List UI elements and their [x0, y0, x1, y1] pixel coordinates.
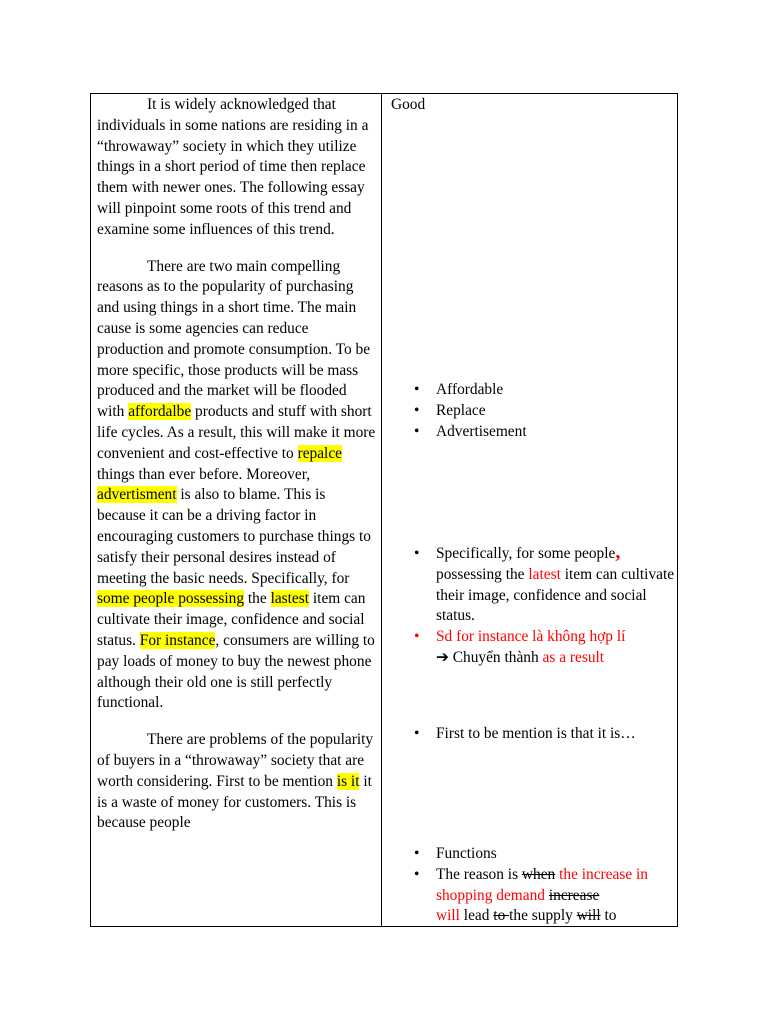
suggestion-line — [391, 648, 676, 669]
essay-text: There are two main compelling reasons as to the popularity of purchasing and using things in a short time. The main cause is some agencies can reduce production and promote consumption. To be more specific, those products will be mass produced and the market will be flooded with — [97, 257, 371, 421]
comment-first-mention — [391, 724, 676, 745]
struck-word: to — [493, 907, 510, 925]
list-item — [391, 422, 676, 443]
essay-intro-paragraph: It is widely acknowledged that individuals in some nations are residing in a “throwaway” society in which they utilize things in a short period of time then replace them with newer ones. The following essay will pinpoint some roots of this trend and examine some influences of this trend. — [97, 96, 369, 238]
struck-word: when — [521, 865, 556, 883]
bullet-icon: • — [414, 381, 420, 398]
list-item-text: the supply — [509, 907, 577, 925]
bullet-icon: • — [414, 725, 420, 742]
essay-text: the — [244, 590, 271, 608]
list-item — [391, 844, 676, 865]
highlighted-word: affordalbe — [128, 403, 192, 421]
highlighted-phrase: some people possessing — [97, 590, 245, 608]
essay-column — [97, 95, 377, 834]
list-item-text: lead — [459, 907, 494, 925]
highlighted-phrase: For instance — [139, 631, 216, 649]
bullet-icon: • — [414, 422, 420, 440]
highlighted-word: repalce — [297, 444, 342, 462]
essay-text: it is a waste of money for customers. This is because people — [97, 772, 372, 832]
highlighted-phrase: is it — [336, 772, 360, 790]
bullet-icon: • — [414, 865, 420, 883]
list-item-text: Specifically, for some people — [436, 545, 616, 562]
essay-text: things than ever before. Moreover, — [97, 465, 311, 483]
list-item — [391, 401, 676, 422]
list-item-text: Replace — [436, 401, 486, 419]
essay-text: There are problems of the popularity of buyers in a “throwaway” society that are worth considering. First to be mention — [97, 731, 374, 790]
suggested-phrase: as a result — [542, 648, 605, 666]
bullet-icon: • — [414, 401, 420, 419]
feedback-table — [90, 93, 678, 927]
highlighted-word: advertisment — [97, 486, 177, 504]
essay-text: products and stuff with short life cycles. As a result, this will make it more convenient and cost-effective to — [97, 403, 376, 462]
list-item-text: Affordable — [436, 381, 504, 398]
column-divider — [381, 94, 382, 926]
list-item-text: item can cultivate their image, confidence and social status. — [436, 565, 675, 625]
list-item-text: The reason is — [436, 865, 522, 883]
list-item — [391, 541, 676, 627]
inserted-phrase: the increase in shopping demand — [436, 865, 648, 904]
bullet-icon: • — [414, 545, 420, 562]
final-correction-list — [391, 844, 676, 927]
essay-text: item can cultivate their image, confidence and social status. — [97, 590, 366, 649]
struck-word: will — [576, 907, 601, 925]
list-item — [391, 865, 676, 927]
essay-text: is also to blame. This is because it can be a driving factor in encouraging customers to purchase things to satisfy their personal desires instead of meeting the basic needs. Specifically, for — [97, 486, 371, 587]
highlighted-word: lastest — [270, 590, 310, 608]
list-item — [391, 380, 676, 401]
list-item-text: possessing the — [436, 565, 529, 583]
vocab-correction-list — [391, 380, 676, 442]
inserted-word: will — [436, 907, 460, 925]
comment-good-label: Good — [391, 96, 426, 113]
essay-text: , consumers are willing to pay loads of money to buy the newest phone although their old one is still perfectly functional. — [97, 631, 375, 712]
list-item — [391, 724, 676, 745]
corrected-word: latest — [528, 565, 561, 583]
list-item-text: to — [600, 907, 617, 925]
struck-word: increase — [548, 886, 600, 904]
list-item-text: Advertisement — [436, 422, 527, 440]
arrow-right-icon: ➔ — [436, 648, 453, 666]
bullet-icon: • — [414, 845, 420, 862]
bullet-icon: • — [414, 628, 420, 646]
list-item-text: First to be mention is that it is… — [436, 725, 636, 742]
comment-good — [391, 95, 676, 116]
inserted-comma: , — [615, 541, 621, 563]
list-item-text: Sd for instance là không hợp lí — [436, 628, 626, 646]
essay-body-paragraph-2 — [97, 730, 377, 834]
sentence-correction-list — [391, 541, 676, 669]
list-item — [391, 627, 676, 648]
essay-body-paragraph-1 — [97, 257, 377, 715]
list-item-text: Functions — [436, 845, 497, 862]
suggestion-text: Chuyển thành — [452, 648, 543, 666]
